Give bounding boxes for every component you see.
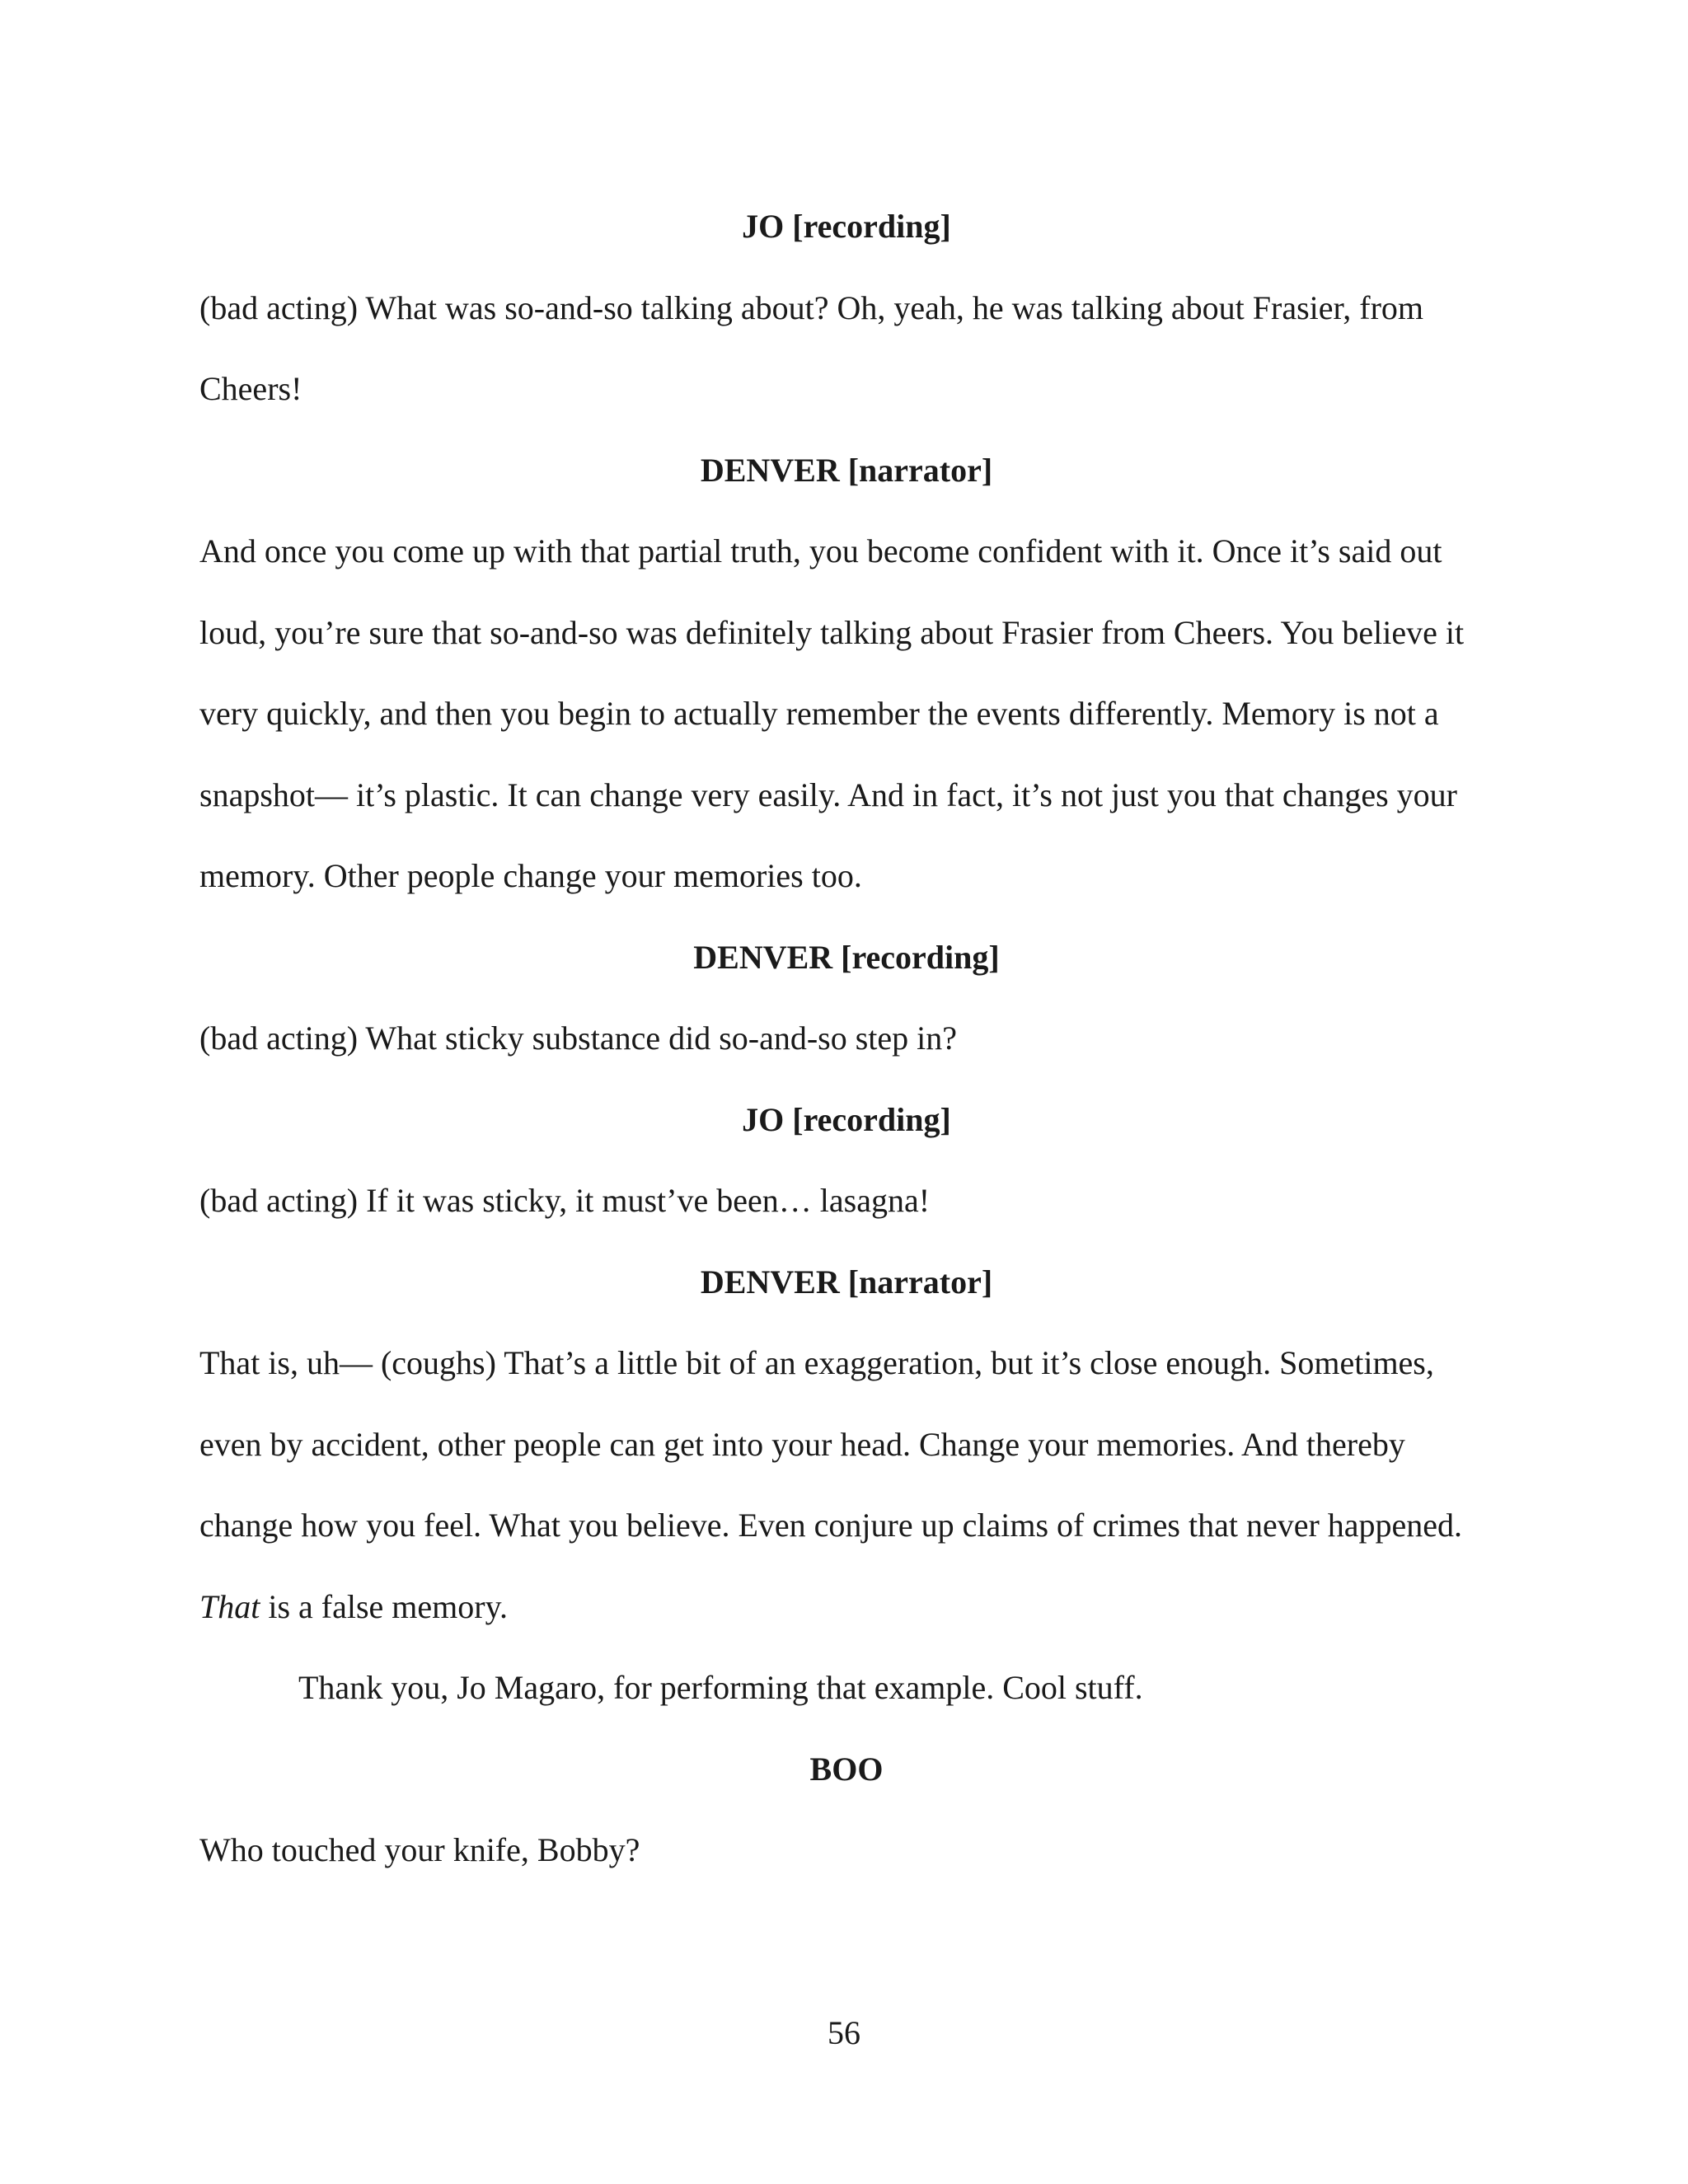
italic-emphasis: That bbox=[199, 1587, 260, 1625]
speaker-heading: DENVER [narrator] bbox=[700, 451, 993, 489]
dialogue-paragraph: (bad acting) What was so-and-so talking about? Oh, yeah, he was talking about Frasier, from Cheers! bbox=[199, 288, 1424, 407]
dialogue-paragraph: (bad acting) What sticky substance did so-and-so step in? bbox=[199, 1019, 958, 1057]
speaker-heading: JO [recording] bbox=[742, 208, 951, 245]
dialogue-paragraph: And once you come up with that partial truth, you become confident with it. Once it’s said out loud, you’re sure that so-and-so was definitely talking about Frasier from Cheers. You believe it very quickly, and then you begin to actually remember the events differently. Memory is not a snapshot— it’s plastic. It can change very easily. And in fact, it’s not just you that changes your memory. Other people change your memories too. bbox=[199, 532, 1465, 894]
page-number: 56 bbox=[828, 2014, 860, 2051]
speaker-heading: BOO bbox=[809, 1750, 884, 1788]
speaker-heading: JO [recording] bbox=[742, 1100, 951, 1138]
dialogue-text: is a false memory. bbox=[260, 1587, 509, 1625]
speaker-heading: DENVER [recording] bbox=[693, 938, 1000, 976]
dialogue-paragraph: (bad acting) If it was sticky, it must’ve been… lasagna! bbox=[199, 1182, 931, 1219]
dialogue-paragraph: Who touched your knife, Bobby? bbox=[199, 1831, 640, 1868]
dialogue-paragraph-indented: Thank you, Jo Magaro, for performing that example. Cool stuff. bbox=[298, 1669, 1143, 1706]
dialogue-paragraph bbox=[199, 1567, 1493, 1648]
script-body bbox=[199, 186, 1493, 1891]
dialogue-paragraph: That is, uh— (coughs) That’s a little bit of an exaggeration, but it’s close enough. Sometimes, even by accident, other people can get into your head. Change your memories. And thereby change how you feel. What you believe. Even conjure up claims of crimes that never happened. bbox=[199, 1344, 1463, 1544]
speaker-heading: DENVER [narrator] bbox=[700, 1263, 993, 1301]
